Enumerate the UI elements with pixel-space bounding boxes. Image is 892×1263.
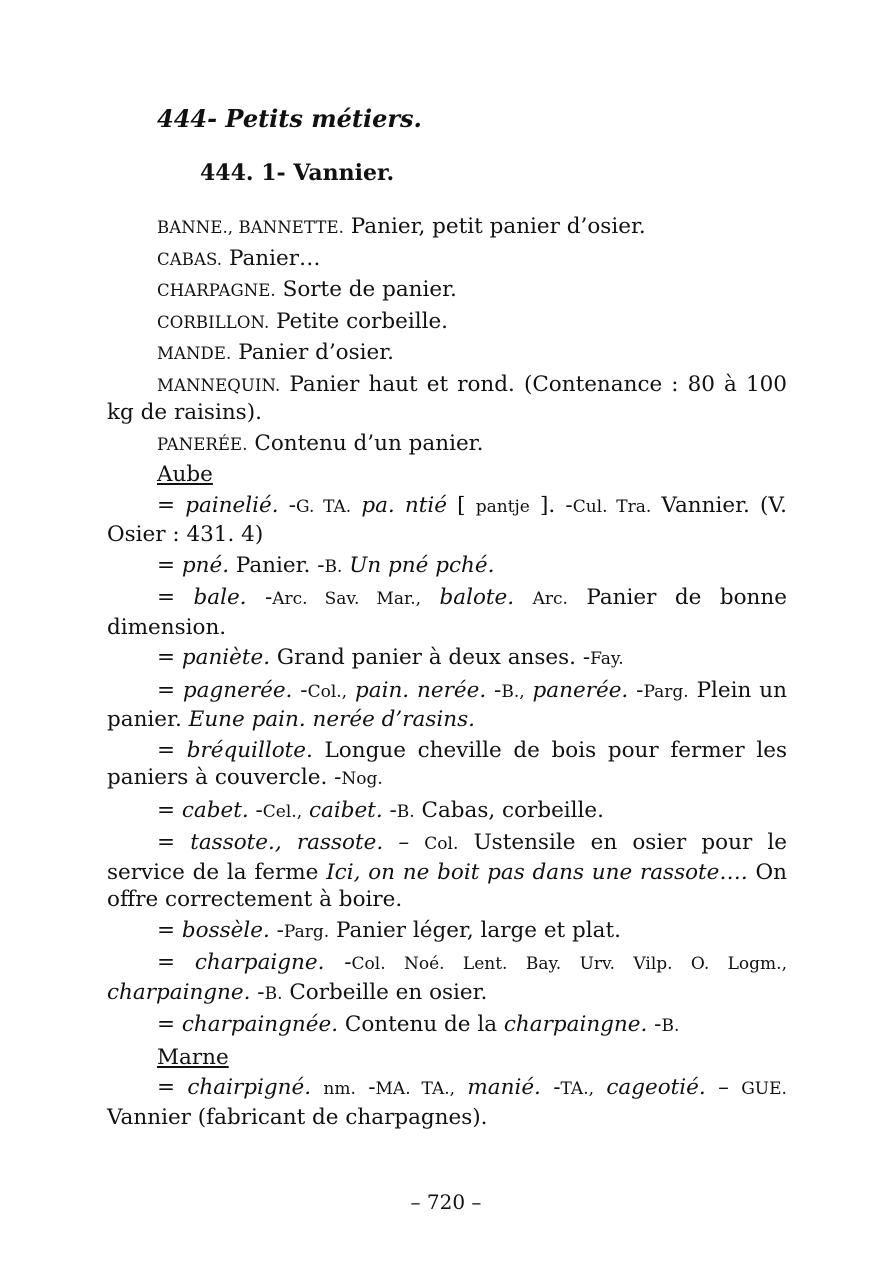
text: - xyxy=(248,797,263,823)
region-heading-marne xyxy=(107,1044,787,1072)
definition: Longue cheville de bois pour fermer les paniers à couvercle. - xyxy=(107,737,787,790)
definition: Panier. - xyxy=(229,552,325,578)
subsection-heading: 444. 1- Vannier. xyxy=(200,160,395,186)
aube-entry xyxy=(107,829,787,914)
locality-abbrev: Parg. xyxy=(643,681,689,702)
entry-marker: = xyxy=(157,645,182,670)
definition: Cabas, corbeille. xyxy=(414,797,604,823)
entry-marker: = xyxy=(157,585,194,610)
dialect-word: pné. xyxy=(181,552,230,578)
definition: Panier de bonne dimension. xyxy=(107,585,787,640)
aube-entry xyxy=(107,492,787,549)
dialect-word: charpaingne. xyxy=(107,979,251,1005)
definition: Petite corbeille. xyxy=(269,308,449,334)
entry-marker: = xyxy=(157,1075,188,1100)
text xyxy=(347,678,355,703)
dialect-word: bale. xyxy=(193,585,247,610)
definition: Plein un panier. xyxy=(107,677,787,732)
locality-abbrev: Fay. xyxy=(590,649,624,669)
locality-abbrev: Col. xyxy=(424,834,459,854)
text: - xyxy=(628,677,644,703)
definition: Panier haut et rond. (Contenance : 80 à 100 kg de raisins). xyxy=(107,371,787,425)
definition: Grand panier à deux anses. - xyxy=(270,645,591,670)
dialect-word: pagnerée. xyxy=(182,677,293,703)
dialect-word: tassote., rassote. xyxy=(190,830,384,855)
aube-entry xyxy=(107,552,787,582)
entry-mande xyxy=(107,339,787,368)
grammar-abbrev: nm. xyxy=(323,1079,356,1099)
definition: On offre correctement à boire. xyxy=(107,859,787,912)
locality-abbrev: B. xyxy=(324,556,343,577)
headword: CHARPAGNE. xyxy=(157,281,276,300)
text: - xyxy=(250,979,265,1005)
entry-marker: = xyxy=(157,737,187,763)
example: Eune pain. nerée d’rasins. xyxy=(188,707,475,732)
document-body xyxy=(107,213,787,1134)
locality-abbrev: Col., xyxy=(307,681,348,702)
text: - xyxy=(486,677,502,703)
headword: MANNEQUIN. xyxy=(157,375,281,395)
definition: Panier, petit panier d’osier. xyxy=(343,214,646,239)
region-label: Marne xyxy=(157,1044,229,1070)
text: ]. - xyxy=(529,492,573,518)
headword: CORBILLON. xyxy=(157,312,270,332)
dialect-word: charpaingne. xyxy=(503,1012,648,1037)
text: [ xyxy=(447,492,476,518)
aube-entry xyxy=(107,677,787,734)
text xyxy=(594,1075,606,1100)
dialect-word: bréquillote. xyxy=(186,737,313,763)
locality-abbrev: Arc. Sav. Mar., xyxy=(272,589,422,609)
entry-marker: = xyxy=(157,552,182,578)
text: - xyxy=(647,1012,662,1037)
entry-banne xyxy=(107,213,787,242)
dialect-word: charpaingnée. xyxy=(181,1012,339,1037)
locality-abbrev: G. TA. xyxy=(295,496,352,517)
section-heading: 444- Petits métiers. xyxy=(157,104,422,133)
aube-entry xyxy=(107,949,787,1008)
dialect-word: painelié. xyxy=(185,492,279,518)
entry-cabas xyxy=(107,245,787,274)
entry-charpagne xyxy=(107,276,787,305)
definition: Panier d’osier. xyxy=(231,340,395,365)
text: – xyxy=(383,830,425,855)
definition: Contenu d’un panier. xyxy=(247,430,484,456)
locality-abbrev: B. xyxy=(396,801,415,822)
text xyxy=(455,1075,467,1100)
locality-abbrev: GUE. xyxy=(741,1079,787,1099)
locality-abbrev: Nog. xyxy=(341,769,383,789)
text: - xyxy=(292,677,308,703)
dialect-word: charpaigne. xyxy=(194,950,325,975)
aube-entry xyxy=(107,737,787,794)
locality-abbrev: Col. Noé. Lent. Bay. Urv. Vilp. O. Logm., xyxy=(351,954,787,974)
headword: CABAS. xyxy=(157,249,223,269)
definition: Panier… xyxy=(222,245,321,271)
text xyxy=(311,1075,323,1100)
text: – xyxy=(705,1075,742,1100)
region-label: Aube xyxy=(157,462,213,487)
aube-entry xyxy=(107,917,787,947)
entry-marker: = xyxy=(157,917,182,943)
aube-entry xyxy=(107,644,787,674)
example: Ici, on ne boit pas dans une rassote…. xyxy=(326,859,748,885)
phonetic: pantje xyxy=(475,496,530,517)
dialect-word: manié. xyxy=(467,1075,541,1100)
text: - xyxy=(324,950,352,975)
dialect-word: pa. ntié xyxy=(361,492,448,518)
entry-mannequin xyxy=(107,371,787,427)
aube-entry xyxy=(107,1011,787,1041)
text: - xyxy=(246,585,273,610)
text xyxy=(525,678,533,703)
locality-abbrev: B., xyxy=(501,681,525,702)
region-heading-aube xyxy=(107,461,787,489)
definition: Ustensile en osier pour le service de la ferme xyxy=(107,830,788,885)
dialect-word: cageotié. xyxy=(606,1075,706,1100)
locality-abbrev: Cul. Tra. xyxy=(572,496,652,517)
text: - xyxy=(278,492,296,518)
dialect-word: cabet. xyxy=(181,797,249,823)
entry-marker: = xyxy=(157,950,195,975)
aube-entry xyxy=(107,584,787,641)
marne-entry xyxy=(107,1074,787,1131)
entry-marker: = xyxy=(157,1012,182,1037)
text: - xyxy=(355,1075,376,1100)
dialect-word: panerée. xyxy=(532,677,629,703)
dialect-word: pain. nerée. xyxy=(354,677,487,703)
locality-abbrev: Cel., xyxy=(262,801,303,822)
locality-abbrev: Arc. xyxy=(532,589,568,609)
text xyxy=(302,798,309,823)
text xyxy=(351,493,361,518)
entry-marker: = xyxy=(157,677,183,703)
text xyxy=(421,585,439,610)
definition: Panier léger, large et plat. xyxy=(329,917,621,943)
text: - xyxy=(382,797,397,823)
entry-paneree xyxy=(107,430,787,459)
definition: Vannier. (V. Osier : 431. 4) xyxy=(107,492,787,547)
dialect-word: bossèle. xyxy=(181,917,270,943)
aube-entry xyxy=(107,797,787,827)
locality-abbrev: Parg. xyxy=(283,921,330,942)
definition: Sorte de panier. xyxy=(275,277,457,302)
locality-abbrev: B. xyxy=(264,983,283,1004)
entry-marker: = xyxy=(157,797,182,823)
text: - xyxy=(540,1075,561,1100)
definition: Contenu de la xyxy=(338,1012,504,1037)
definition: Vannier (fabricant de charpagnes). xyxy=(107,1104,488,1130)
page-number: – 720 – xyxy=(410,1190,482,1214)
headword: BANNE., BANNETTE. xyxy=(157,218,344,237)
dialect-word: balote. xyxy=(439,585,515,610)
entry-marker: = xyxy=(157,492,186,518)
dialect-word: chairpigné. xyxy=(187,1075,312,1100)
entry-corbillon xyxy=(107,308,787,337)
headword: MANDE. xyxy=(157,344,232,363)
locality-abbrev: MA. TA., xyxy=(375,1079,456,1099)
locality-abbrev: B. xyxy=(661,1016,680,1036)
locality-abbrev: TA., xyxy=(560,1079,595,1099)
dialect-word: caibet. xyxy=(308,797,383,823)
text xyxy=(514,585,532,610)
definition: Corbeille en osier. xyxy=(282,979,488,1005)
entry-marker: = xyxy=(157,830,191,855)
dialect-word: paniète. xyxy=(181,645,271,670)
example: Un pné pché. xyxy=(349,552,495,578)
headword: PANERÉE. xyxy=(157,434,248,454)
text: - xyxy=(269,917,284,943)
